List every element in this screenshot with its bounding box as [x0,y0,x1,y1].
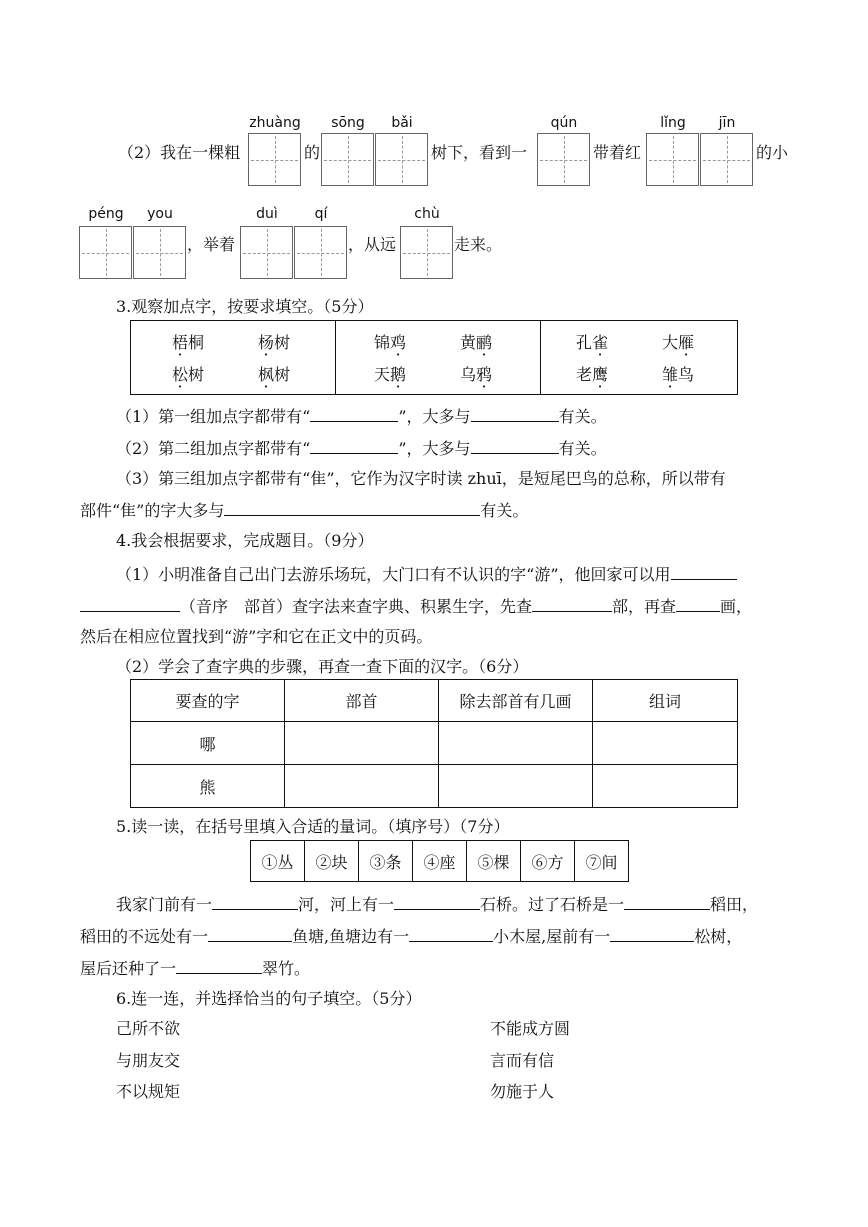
pinyin: qí [314,206,328,222]
q2-text: ，举着 [187,235,236,254]
answer-blank[interactable] [310,405,398,422]
answer-blank[interactable] [310,437,398,454]
answer-blank[interactable] [409,925,493,942]
word: 杨树 [258,333,291,352]
answer-blank[interactable] [208,925,292,942]
writing-box[interactable] [375,133,428,186]
answer-cell[interactable] [285,722,439,765]
measure-word-options [250,840,629,882]
option: ④座 [413,841,467,882]
q5-line-3: 屋后还种了一 翠竹。 [80,959,311,978]
q2-text: ，从远 [348,235,397,254]
word: 锦鸡 [374,333,407,352]
pinyin: lǐng [660,115,686,131]
answer-blank[interactable] [80,595,180,612]
word: 枫树 [258,365,291,384]
writing-box[interactable] [240,226,293,279]
option: ⑤棵 [467,841,521,882]
writing-box[interactable] [321,133,374,186]
phrase-right[interactable]: 勿施于人 [490,1082,555,1101]
q4-line-2: （音序 部首）查字法来查字典、积累生字，先查 部，再查 画， [80,594,752,617]
answer-cell[interactable] [593,722,738,765]
word: 黄鹂 [460,333,493,352]
answer-blank[interactable] [176,957,262,974]
phrase-left[interactable]: 己所不欲 [116,1019,181,1038]
question-title: 6.连一连，并选择恰当的句子填空。（5分） [116,989,422,1008]
phrase-left[interactable]: 与朋友交 [116,1051,181,1070]
option: ⑦间 [575,841,629,882]
table-cell: 哪 [131,722,285,765]
pinyin: you [147,206,173,222]
option: ①丛 [251,841,305,882]
q2-text: 带着红 [593,143,642,162]
writing-box[interactable] [248,133,301,186]
answer-cell[interactable] [439,765,593,808]
phrase-left[interactable]: 不以规矩 [116,1082,181,1101]
answer-blank[interactable] [610,925,694,942]
pinyin: chù [414,206,440,222]
word: 乌鸦 [460,365,493,384]
word: 雏鸟 [662,365,695,384]
table-cell: 熊 [131,765,285,808]
pinyin: bǎi [391,115,413,131]
q2-text: 走来。 [454,235,503,254]
word: 大雁 [662,333,695,352]
option: ③条 [359,841,413,882]
word: 孔雀 [576,333,609,352]
q3-line-1: （1）第一组加点字都带有“ ”，大多与 有关。 [116,407,607,426]
pinyin: jīn [718,115,736,131]
q4-line-1: （1）小明准备自己出门去游乐场玩，大门口有不认识的字“游”，他回家可以用 [116,562,737,585]
answer-blank[interactable] [394,893,480,910]
q5-line-2: 稻田的不远处有一 鱼塘,鱼塘边有一 小木屋,屋前有一 松树， [80,927,743,946]
writing-box[interactable] [294,226,347,279]
q4-sub-title: （2）学会了查字典的步骤，再查一查下面的汉字。（6分） [116,657,529,676]
q4-line-3: 然后在相应位置找到“游”字和它在正文中的页码。 [80,627,433,646]
answer-blank[interactable] [624,893,710,910]
q3-line-3b: 部件“隹”的字大多与 有关。 [80,501,529,520]
word: 梧桐 [172,333,205,352]
word: 松树 [172,365,205,384]
answer-blank[interactable] [212,893,298,910]
answer-blank[interactable] [224,499,480,516]
answer-blank[interactable] [471,405,559,422]
question-title: 3.观察加点字，按要求填空。（5分） [116,297,374,316]
answer-blank[interactable] [532,595,612,612]
answer-cell[interactable] [439,722,593,765]
answer-cell[interactable] [285,765,439,808]
answer-blank[interactable] [671,563,737,580]
q3-line-2: （2）第二组加点字都带有“ ”，大多与 有关。 [116,439,607,458]
question-title: 4.我会根据要求，完成题目。（9分） [116,531,374,550]
pinyin: péng [88,206,124,222]
answer-cell[interactable] [593,765,738,808]
phrase-right[interactable]: 言而有信 [490,1051,555,1070]
writing-box[interactable] [133,226,186,279]
writing-box[interactable] [646,133,699,186]
table-header: 要查的字 [131,680,285,722]
pinyin: qún [550,115,578,131]
word-group-table [130,320,738,395]
writing-box[interactable] [537,133,590,186]
writing-box[interactable] [700,133,753,186]
dictionary-table [130,679,738,808]
answer-blank[interactable] [676,595,720,612]
pinyin: sōng [331,115,365,131]
question-title: 5.读一读，在括号里填入合适的量词。（填序号）（7分） [116,817,510,836]
option: ⑥方 [521,841,575,882]
table-header: 组词 [593,680,738,722]
writing-box[interactable] [400,226,453,279]
q3-line-3: （3）第三组加点字都带有“隹”，它作为汉字时读 zhuī，是短尾巴鸟的总称，所以带有 [116,469,726,488]
pinyin: duì [256,206,278,222]
option: ②块 [305,841,359,882]
answer-blank[interactable] [471,437,559,454]
q2-text: （2）我在一棵粗 [118,143,241,162]
q2-text: 的小 [756,143,789,162]
q2-text: 树下，看到一 [431,143,528,162]
writing-box[interactable] [79,226,132,279]
q5-line-1: 我家门前有一 河，河上有一 石桥。过了石桥是一 稻田， [116,895,759,914]
table-header: 部首 [285,680,439,722]
word: 天鹅 [374,365,407,384]
word: 老鹰 [576,365,609,384]
q2-text: 的 [304,143,321,162]
table-header: 除去部首有几画 [439,680,593,722]
phrase-right[interactable]: 不能成方圆 [490,1019,571,1038]
pinyin: zhuàng [249,115,301,131]
